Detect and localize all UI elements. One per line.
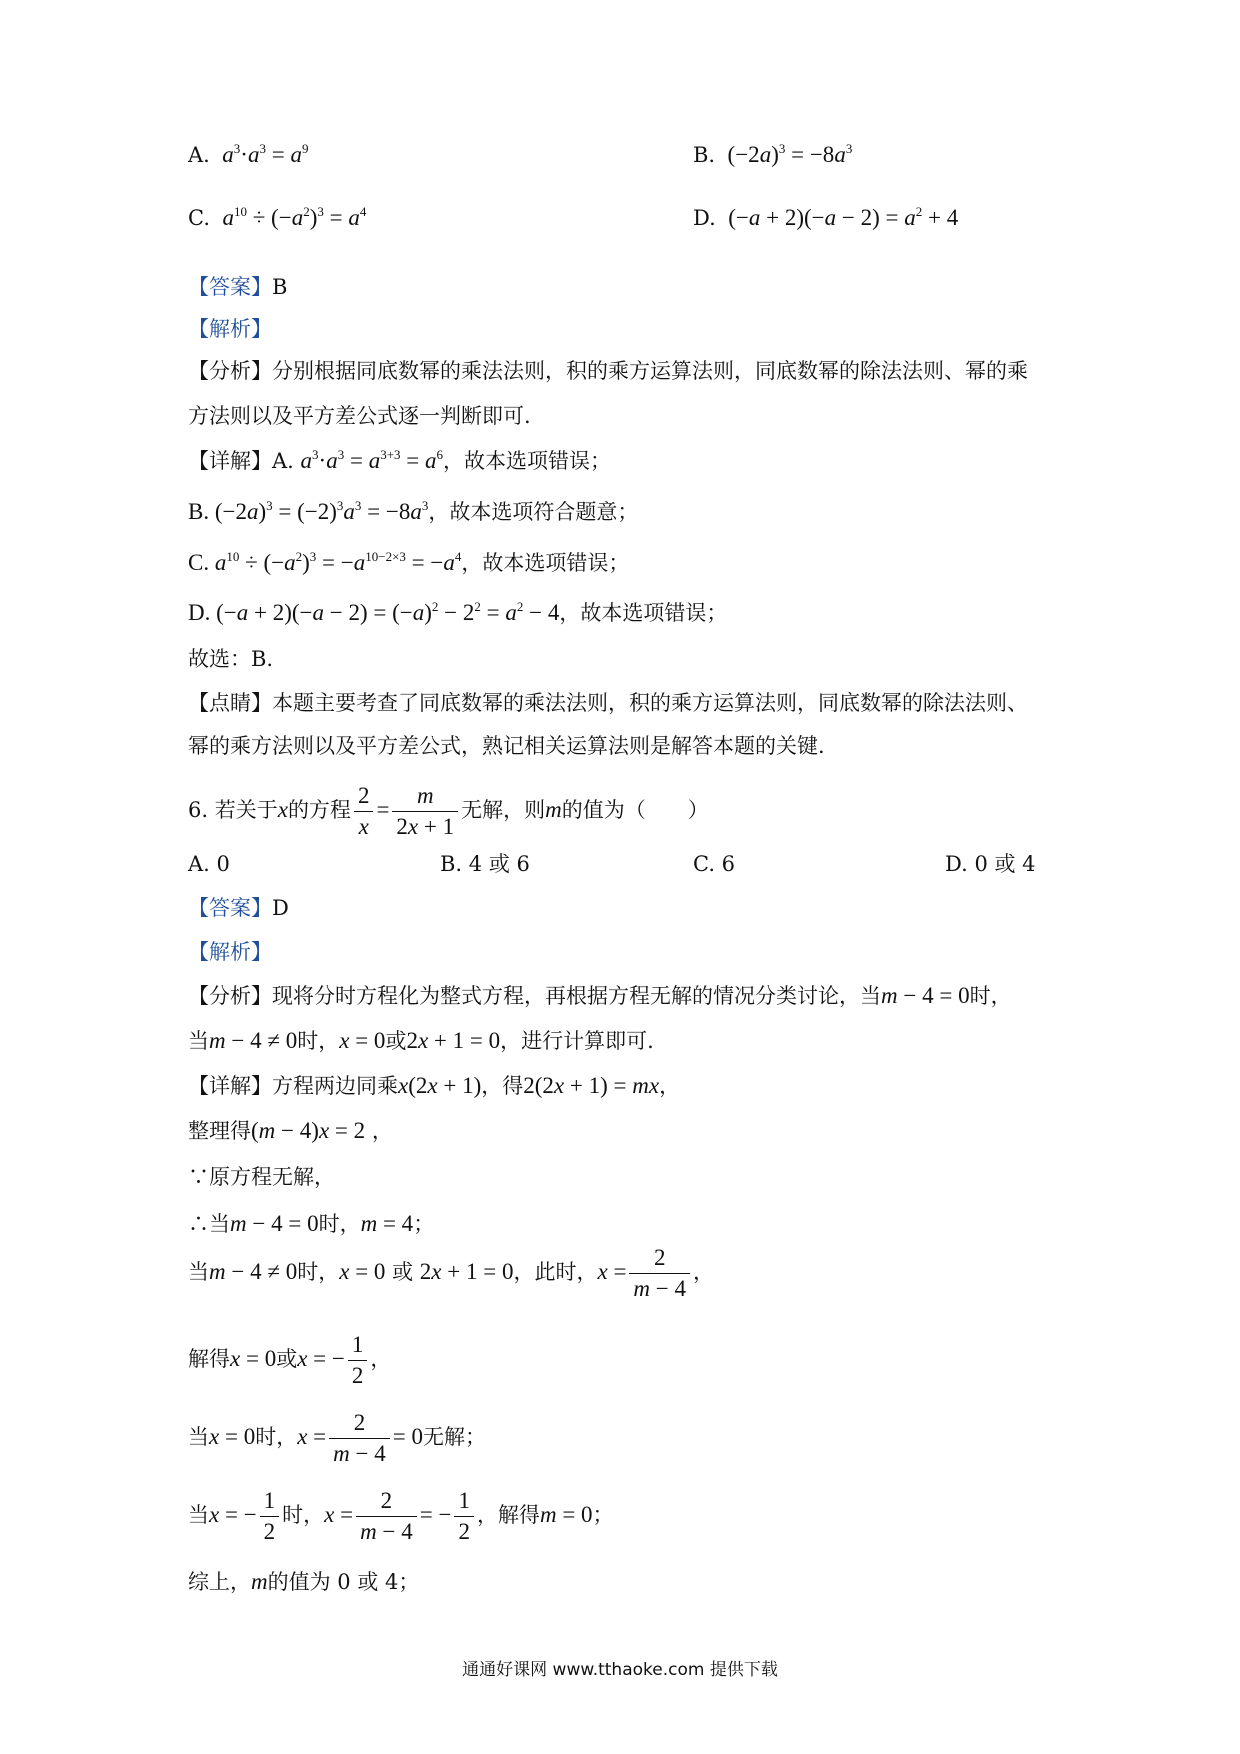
detail-d-line [188, 598, 727, 628]
q6-analysis-line [188, 937, 272, 967]
q6-dang2-line: 当m − 4 ≠ 0时，x = 0 或 2x + 1 = 0，此时，x = $\frac{2}{m - 4}$ ， [188, 1245, 715, 1301]
option-d-math: $(-a + 2)(-a - 2) = a^2 + 4$ [722, 204, 959, 230]
analysis-tag: 【解析】 [188, 940, 272, 964]
fraction-1-over-2: $\frac{1}{2}$ [348, 1331, 368, 1390]
fenxi-tag: 【分析】 [188, 359, 272, 383]
detail-b-line [188, 497, 638, 527]
q6-option-b [440, 849, 530, 879]
q6-yuan-line [188, 1162, 335, 1192]
fenxi-text: 现将分时方程化为整式方程，再根据方程无解的情况分类讨论，当 [272, 984, 881, 1008]
fenxi-text: 或 [385, 1029, 407, 1053]
answer-tag: 【答案】 [188, 896, 272, 920]
detail-a-math: A. $a^3\cdot a^3 = a^{3+3} = a^6$ [272, 447, 444, 473]
analysis-line [188, 314, 272, 344]
q6-option-d [945, 849, 1036, 879]
fenxi-text: 方法则以及平方差公式逐一判断即可. [188, 404, 531, 428]
option-text: D. 0 或 4 [945, 852, 1036, 876]
q6-fenxi-line-2: 当m − 4 ≠ 0时，x = 0或2x + 1 = 0，进行计算即可. [188, 1028, 654, 1053]
fenxi-text: ，进行计算即可. [500, 1029, 654, 1053]
detail-tag: 【详解】 [188, 1074, 272, 1098]
fenxi-line-2 [188, 401, 531, 431]
detail-text: 方程两边同乘 [272, 1074, 398, 1098]
fenxi-tag: 【分析】 [188, 984, 272, 1008]
answer-tag: 【答案】 [188, 275, 272, 299]
fraction-m-over-2x1: $\frac{m}{2x + 1}$ [392, 782, 458, 841]
dianjing-text: 本题主要考查了同底数幂的乘法法则，积的乘方运算法则，同底数幂的除法法则、 [272, 691, 1028, 715]
detail-text: 时， [297, 1260, 340, 1284]
fenxi-text: 当 [188, 1029, 209, 1053]
detail-text: 的值为 0 或 4； [267, 1570, 420, 1594]
question-6-stem: 6. 若关于x的方程 $\frac{2}{x}$ = $\frac{m}{2x + 1}$ 无解，则m的值为（ ） [188, 783, 709, 839]
dianjing-line-1 [188, 688, 1028, 718]
detail-suffix: ，故本选项错误； [559, 601, 728, 625]
fraction-1-over-2: $\frac{1}{2}$ [260, 1487, 280, 1546]
q6-zhengli-line: 整理得(m − 4)x = 2 ， [188, 1118, 393, 1143]
detail-text: 整理得 [188, 1119, 251, 1143]
detail-text: 解得 [188, 1347, 230, 1371]
option-text: B. 4 或 6 [440, 852, 530, 876]
detail-text: 无解； [423, 1425, 486, 1449]
option-c [188, 203, 366, 233]
detail-tag: 【详解】 [188, 449, 272, 473]
detail-text: ∴当 [188, 1212, 230, 1236]
detail-text: 当 [188, 1260, 209, 1284]
q6-dang4-line: 当x = − $\frac{1}{2}$ 时，x = $\frac{2}{m - 4}$ = − $\frac{1}{2}$ ，解得m = 0； [188, 1488, 614, 1544]
fraction-1-over-2: $\frac{1}{2}$ [454, 1487, 474, 1546]
fenxi-text: 分别根据同底数幂的乘法法则，积的乘方运算法则，同底数幂的除法法则、幂的乘 [272, 359, 1028, 383]
detail-a-line [188, 446, 611, 476]
answer-value: D [272, 896, 289, 920]
footer-text: 通通好课网 www.tthaoke.com 提供下载 [462, 1660, 778, 1680]
fenxi-text: 时， [969, 984, 1012, 1008]
q6-fenxi-line-1: 【分析】现将分时方程化为整式方程，再根据方程无解的情况分类讨论，当m − 4 = 0时， [188, 983, 1012, 1008]
q6-detail-line-1: 【详解】方程两边同乘x(2x + 1)，得2(2x + 1) = mx， [188, 1073, 681, 1098]
q6-jiede-line: 解得x = 0或x = − $\frac{1}{2}$ ， [188, 1332, 392, 1388]
detail-text: 时， [255, 1425, 298, 1449]
q6-dang1-line: ∴当m − 4 = 0时，m = 4； [188, 1211, 435, 1236]
fraction-2-over-x: $\frac{2}{x}$ [354, 782, 374, 841]
q6-option-c [693, 849, 735, 879]
detail-text: 综上， [188, 1570, 251, 1594]
option-a-math: $a^3\cdot a^3 = a^9$ [222, 141, 309, 167]
dianjing-text: 幂的乘方法则以及平方差公式，熟记相关运算法则是解答本题的关键. [188, 734, 825, 758]
detail-c-line [188, 548, 629, 578]
fenxi-line-1 [188, 356, 1028, 386]
detail-text: ，此时， [513, 1260, 598, 1284]
dianjing-tag: 【点睛】 [188, 691, 272, 715]
detail-text: ，得 [481, 1074, 524, 1098]
fraction-2-over-m4: $\frac{2}{m - 4}$ [329, 1409, 390, 1468]
option-label: D. [693, 206, 716, 230]
q6-answer-line [188, 893, 289, 923]
choose-text: 故选：B. [188, 647, 274, 671]
option-label: C. [188, 206, 210, 230]
detail-suffix: ，故本选项错误； [461, 551, 630, 575]
option-label: B. [693, 143, 716, 167]
option-d [693, 203, 958, 233]
detail-c-math: C. $a^{10} \div (-a^2)^3 = -a^{10-2\times 3} = -a^4$ [188, 549, 462, 575]
fenxi-text: 时， [297, 1029, 340, 1053]
dianjing-line-2 [188, 731, 825, 761]
detail-text: 当 [188, 1425, 209, 1449]
option-a [188, 140, 308, 170]
stem-text: 6. 若关于 [188, 798, 278, 822]
option-text: C. 6 [693, 852, 736, 876]
q6-dang3-line: 当x = 0时，x = $\frac{2}{m - 4}$ = 0无解； [188, 1410, 486, 1466]
answer-value: B [272, 275, 288, 299]
stem-text: 的值为（ ） [561, 798, 709, 822]
option-c-math: $a^{10} \div (-a^2)^3 = a^4$ [222, 204, 367, 230]
detail-text: ∵原方程无解， [188, 1165, 335, 1189]
detail-b-math: B. $(-2a)^3 = (-2)^3a^3 = -8a^3$ [188, 498, 429, 524]
q6-option-a [188, 849, 230, 879]
detail-suffix: ，故本选项错误； [443, 449, 612, 473]
detail-text: 或 [276, 1347, 298, 1371]
option-b [693, 140, 852, 170]
option-b-math: $(-2a)^3 = -8a^3$ [721, 141, 853, 167]
detail-text: ，解得 [476, 1503, 540, 1527]
detail-text: 当 [188, 1503, 209, 1527]
detail-text: 时， [318, 1212, 361, 1236]
page-footer [0, 1655, 1240, 1680]
fraction-2-over-m4: $\frac{2}{m - 4}$ [356, 1487, 417, 1546]
stem-text: 无解，则 [461, 798, 546, 822]
q6-summary-line: 综上，m的值为 0 或 4； [188, 1569, 420, 1594]
answer-line [188, 272, 287, 302]
detail-text: ， [659, 1074, 681, 1098]
detail-suffix: ，故本选项符合题意； [428, 500, 639, 524]
option-text: A. 0 [188, 852, 230, 876]
detail-text: 时， [282, 1503, 325, 1527]
choose-line [188, 644, 273, 674]
detail-d-math: D. $(-a + 2)(-a - 2) = (-a)^2 - 2^2 = a^2 - 4$ [188, 599, 560, 625]
stem-text: 的方程 [287, 798, 351, 822]
option-label: A. [188, 143, 210, 167]
fraction-2-over-m4: $\frac{2}{m - 4}$ [629, 1244, 690, 1303]
analysis-tag: 【解析】 [188, 317, 272, 341]
